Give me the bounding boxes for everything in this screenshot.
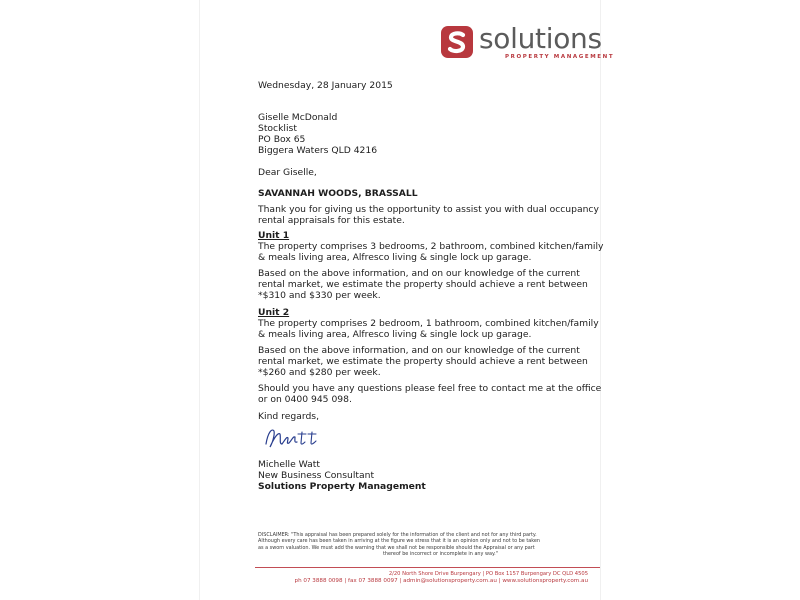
logo-subtitle: PROPERTY MANAGEMENT	[505, 54, 615, 60]
unit2-estimate-line: Based on the above information, and on our knowledge of the current	[258, 345, 580, 356]
intro-line: rental appraisals for this estate.	[258, 215, 405, 226]
footer-address: 2/20 North Shore Drive Burpengary | PO Box 1157 Burpengary DC QLD 4505	[388, 571, 588, 577]
disclaimer-line: thereof be incorrect or incomplete in any way."	[383, 551, 498, 558]
intro-line: Thank you for giving us the opportunity to assist you with dual occupancy	[258, 204, 599, 215]
unit1-description-line: The property comprises 3 bedrooms, 2 bathroom, combined kitchen/family	[258, 241, 604, 252]
unit1-estimate-line: *$310 and $330 per week.	[258, 290, 381, 301]
disclaimer-line: DISCLAIMER: "This appraisal has been prepared solely for the information of the client and not for any third party.	[258, 532, 537, 538]
disclaimer-line: as a sworn valuation. We must add the warning that we shall not be responsible should the Appraisal or any part	[258, 544, 535, 551]
unit2-heading: Unit 2	[258, 307, 290, 318]
signatory-title: New Business Consultant	[258, 470, 375, 481]
letter-date: Wednesday, 28 January 2015	[258, 80, 393, 91]
subject-line: SAVANNAH WOODS, BRASSALL	[258, 188, 418, 199]
unit2-estimate-line: rental market, we estimate the property should achieve a rent between	[258, 356, 588, 367]
closing-line: or on 0400 945 098.	[258, 394, 352, 405]
sign-off: Kind regards,	[258, 411, 319, 422]
recipient-line: Biggera Waters QLD 4216	[258, 145, 378, 156]
recipient-line: Stocklist	[258, 123, 297, 134]
unit1-description-line: & meals living area, Alfresco living & single lock up garage.	[258, 252, 532, 263]
signatory-company: Solutions Property Management	[258, 481, 426, 492]
recipient-line: PO Box 65	[258, 134, 306, 145]
unit2-description-line: & meals living area, Alfresco living & single lock up garage.	[258, 329, 532, 340]
handwritten-signature	[262, 422, 324, 456]
signatory-name: Michelle Watt	[258, 459, 321, 470]
salutation: Dear Giselle,	[258, 167, 317, 178]
logo-wordmark: solutions	[479, 22, 602, 55]
unit1-heading: Unit 1	[258, 230, 290, 241]
closing-line: Should you have any questions please feel free to contact me at the office	[258, 383, 602, 394]
disclaimer	[258, 532, 593, 558]
disclaimer-line: Although every care has been taken in arriving at the figure we stress that it is an opinion only and not to be taken	[258, 538, 541, 545]
recipient-line: Giselle McDonald	[258, 112, 338, 123]
unit1-estimate-line: rental market, we estimate the property should achieve a rent between	[258, 279, 588, 290]
unit2-estimate-line: *$260 and $280 per week.	[258, 367, 381, 378]
unit1-estimate-line: Based on the above information, and on our knowledge of the current	[258, 268, 580, 279]
footer-divider	[255, 567, 600, 568]
logo-s-icon	[441, 26, 473, 58]
footer-contact: ph 07 3888 0098 | fax 07 3888 0097 | admin@solutionsproperty.com.au | www.solutionsproperty.com.au	[294, 578, 588, 584]
unit2-description-line: The property comprises 2 bedroom, 1 bathroom, combined kitchen/family	[258, 318, 599, 329]
